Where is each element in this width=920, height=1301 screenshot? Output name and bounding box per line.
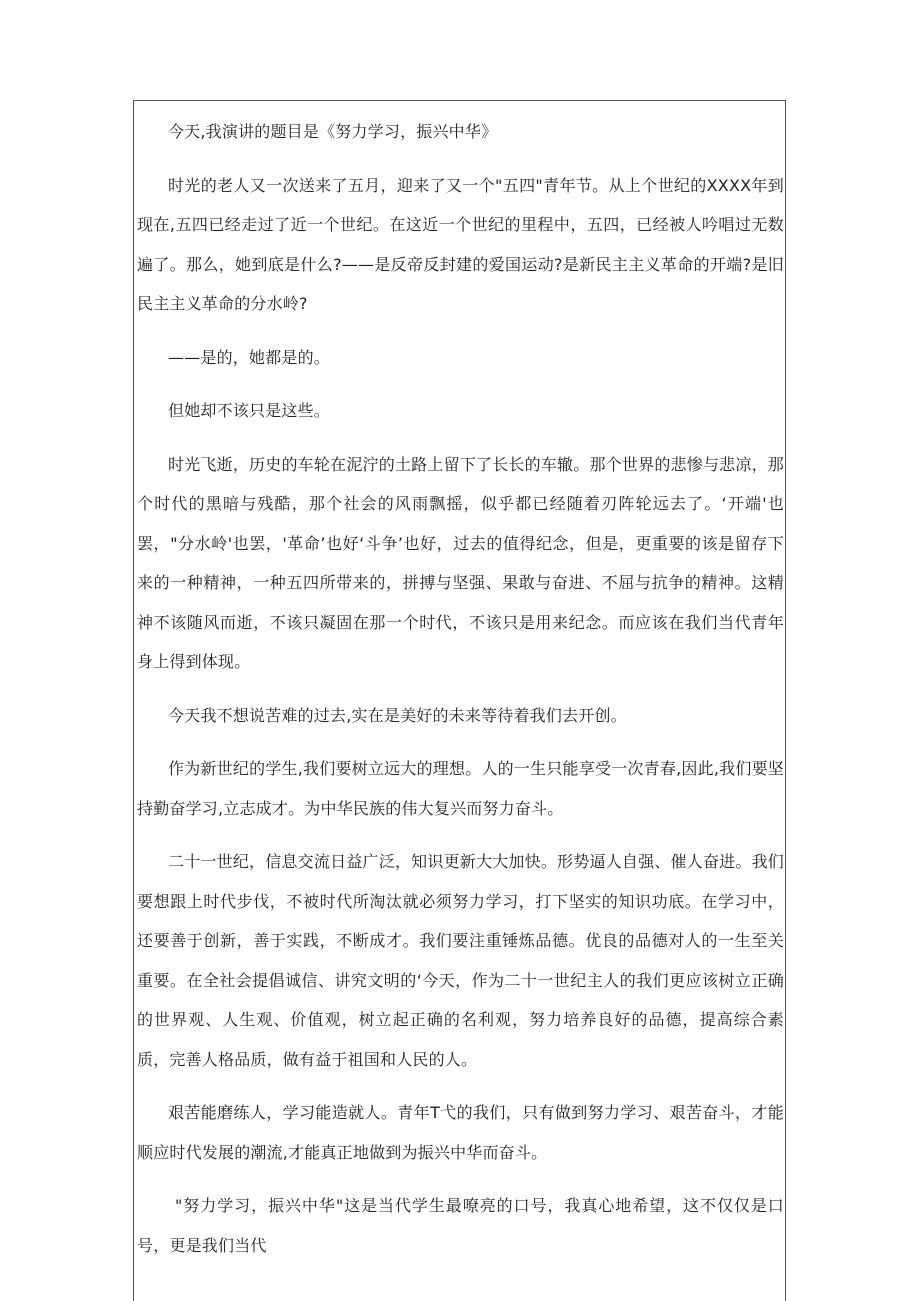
paragraph-hardship: 艰苦能磨练人，学习能造就人。青年T弋的我们，只有做到努力学习、艰苦奋斗，才能顺应时代发展的潮流,才能真正地做到为振兴中华而奋斗。 [137,1103,784,1162]
paragraph-twenty-first-century: 二十一世纪，信息交流日益广泛，知识更新大大加快。形势逼人自强、催人奋进。我们要想跟上时代步伐，不被时代所淘汰就必须努力学习，打下坚实的知识功底。在学习中，还要善于创新，善于实践，不断成才。我们要注重锤炼品德。优良的品德对人的一生至关重要。在全社会提倡诚信、讲究文明的‘今天，作为二十一世纪主人的我们更应该树立正确的世界观、人生观、价值观，树立起正确的名利观，努力培养良好的品德，提高综合素质，完善人格品质，做有益于祖国和人民的人。 [137,852,784,1069]
speech-title-line: 今天,我演讲的题目是《努力学习，振兴中华》 [168,122,498,141]
paragraph-not-only: 但她却不该只是这些。 [168,401,331,420]
paragraph-future: 今天我不想说苦难的过去,实在是美好的未来等待着我们去开创。 [168,705,627,725]
paragraph-spirit: 时光飞逝，历史的车轮在泥泞的土路上留下了长长的车辙。那个世界的悲惨与悲凉，那个时代的黑暗与残酷，那个社会的风雨飘摇，似乎都已经随着刃阵轮远去了。‘开端'也罢，"分水岭'也罢，'革命’也好‘斗争’也好，过去的值得纪念，但是，更重要的该是留存下来的一种精神，一种五四所带来的，拼搏与坚强、果敢与奋进、不屈与抗争的精神。这精神不该随风而逝，不该只凝固在那一个时代，不该只是用来纪念。而应该在我们当代青年身上得到体现。 [137,454,784,671]
document-body [137,112,784,1265]
paragraph-slogan: "努力学习，振兴中华"这是当代学生最嘹亮的口号，我真心地希望，这不仅仅是口号，更是我们当代 [137,1196,784,1255]
paragraph-ideals: 作为新世纪的学生,我们要树立远大的理想。人的一生只能享受一次青春,因此,我们要坚持勤奋学习,立志成才。为中华民族的伟大复兴而努力奋斗。 [137,759,784,818]
paragraph-may-fourth-intro: 时光的老人又一次送来了五月，迎来了又一个"五四"青年节。从上个世纪的XXXX年到现在,五四已经走过了近一个世纪。在这近一个世纪的里程中，五四，已经被人吟唱过无数遍了。那么，她到底是什么?——是反帝反封建的爱国运动?是新民主主义革命的开端?是旧民主主义革命的分水岭? [137,175,784,313]
paragraph-affirmation: ——是的，她都是的。 [168,347,331,367]
